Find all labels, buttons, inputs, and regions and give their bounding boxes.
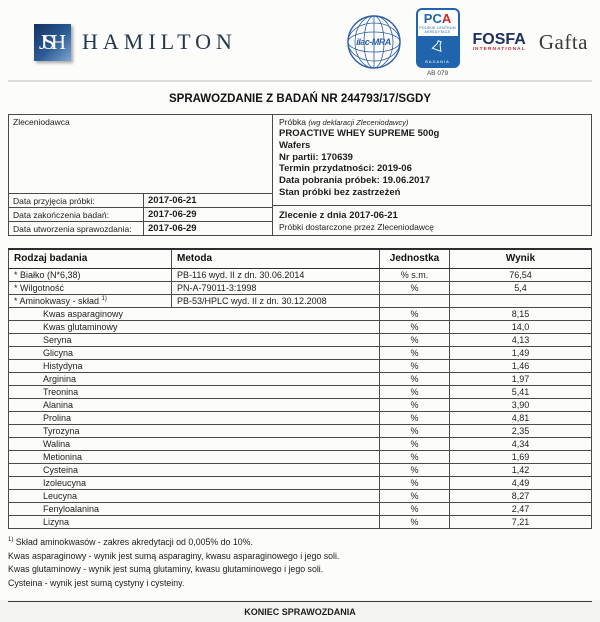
result-cell: 1,46 [450, 360, 592, 373]
col-header-jednostka: Jednostka [380, 249, 450, 269]
unit-cell: % [380, 308, 450, 321]
analysis-name [9, 308, 380, 321]
analysis-name-text: Alanina [43, 400, 74, 410]
sample-section [272, 114, 592, 236]
sample-line: Data pobrania próbek: 19.06.2017 [279, 175, 431, 187]
result-cell: 3,90 [450, 399, 592, 412]
table-row [9, 347, 592, 360]
unit-cell [380, 295, 450, 308]
unit-cell: % [380, 360, 450, 373]
analysis-name [9, 425, 380, 438]
table-row [9, 451, 592, 464]
pca-badge-box [416, 8, 460, 68]
sample-line: Stan próbki bez zastrzeżeń [279, 186, 401, 198]
unit-cell: % [380, 503, 450, 516]
sample-line: PROACTIVE WHEY SUPREME 500g [279, 128, 440, 139]
table-row [9, 308, 592, 321]
footnotes [8, 536, 592, 590]
analysis-name-text: Kwas asparaginowy [43, 309, 124, 319]
unit-cell: % [380, 386, 450, 399]
unit-cell: % [380, 373, 450, 386]
col-header-metoda: Metoda [172, 249, 380, 269]
unit-cell: % [380, 464, 450, 477]
analysis-name [9, 464, 380, 477]
result-cell: 2,47 [450, 503, 592, 516]
brand-name: HAMILTON [82, 29, 237, 54]
analysis-name-text: * Białko (N*6,38) [14, 270, 81, 280]
table-row [9, 373, 592, 386]
date-label: Data przyjęcia próbki: [9, 194, 144, 208]
result-cell: 2,35 [450, 425, 592, 438]
method-cell: PB-116 wyd. II z dn. 30.06.2014 [172, 269, 380, 282]
pca-label: PCA [418, 10, 458, 25]
sample-header [279, 117, 585, 127]
header-logo-band [8, 8, 592, 82]
result-cell: 8,15 [450, 308, 592, 321]
dates-table [8, 193, 273, 236]
analysis-name-text: Lizyna [43, 517, 70, 527]
analysis-name [9, 412, 380, 425]
hamilton-brand [34, 24, 237, 61]
result-cell: 5,4 [450, 282, 592, 295]
result-cell: 4,13 [450, 334, 592, 347]
result-cell: 1,49 [450, 347, 592, 360]
footnote-line [8, 563, 592, 577]
results-body [9, 269, 592, 529]
result-cell: 4,34 [450, 438, 592, 451]
analysis-name [9, 321, 380, 334]
table-row [9, 477, 592, 490]
table-row [9, 464, 592, 477]
end-of-report-label: KONIEC SPRAWOZDANIA [244, 607, 356, 618]
date-value: 2017-06-29 [144, 222, 273, 236]
table-row [9, 295, 592, 308]
analysis-name-text: Metionina [43, 452, 83, 462]
analysis-name [9, 269, 172, 282]
analysis-name-text: Izoleucyna [43, 478, 87, 488]
info-section [8, 114, 592, 236]
analysis-name-text: Treonina [43, 387, 79, 397]
pca-blue-panel [418, 36, 458, 66]
jsh-logo [34, 24, 71, 61]
analysis-name-text: * Wilgotność [14, 283, 65, 293]
analysis-name-text: Tyrozyna [43, 426, 80, 436]
unit-cell: % [380, 412, 450, 425]
analysis-name [9, 438, 380, 451]
result-cell: 4,81 [450, 412, 592, 425]
analysis-name [9, 503, 380, 516]
sample-lines [279, 128, 585, 199]
analysis-name-text: Cysteina [43, 465, 79, 475]
table-row [9, 334, 592, 347]
results-table [8, 248, 592, 529]
unit-cell: % [380, 334, 450, 347]
analysis-name [9, 373, 380, 386]
method-cell: PB-53/HPLC wyd. II z dn. 30.12.2008 [172, 295, 380, 308]
result-cell: 8,27 [450, 490, 592, 503]
analysis-name-text: * Aminokwasy - skład [14, 296, 102, 306]
order-line: Zlecenie z dnia 2017-06-21 [279, 210, 398, 221]
date-value: 2017-06-21 [144, 194, 273, 208]
analysis-name-text: Fenyloalanina [43, 504, 100, 514]
result-cell: 1,97 [450, 373, 592, 386]
col-header-rodzaj: Rodzaj badania [9, 249, 172, 269]
table-row [9, 386, 592, 399]
footnote-line [8, 536, 592, 550]
fosfa-sublabel: INTERNATIONAL [472, 47, 526, 52]
sample-label: Próbka [279, 117, 306, 127]
analysis-name [9, 347, 380, 360]
table-row [9, 438, 592, 451]
table-row [9, 360, 592, 373]
analysis-name-text: Arginina [43, 374, 77, 384]
client-section [8, 114, 273, 236]
fosfa-logo [473, 32, 526, 52]
analysis-name-text: Prolina [43, 413, 72, 423]
fosfa-label: FOSFA [472, 31, 526, 48]
analysis-name-text: Glicyna [43, 348, 74, 358]
analysis-name [9, 295, 172, 308]
unit-cell: % [380, 347, 450, 360]
footnote-text: Skład aminokwasów - zakres akredytacji od 0,005% do 10%. [13, 537, 253, 547]
ilac-mra-logo [345, 13, 403, 71]
footnote-line [8, 577, 592, 591]
analysis-name [9, 451, 380, 464]
unit-cell: % [380, 477, 450, 490]
table-row [9, 282, 592, 295]
pca-logo [416, 8, 460, 77]
sample-line: Nr partii: 170639 [279, 151, 353, 163]
analysis-name [9, 334, 380, 347]
result-cell: 1,42 [450, 464, 592, 477]
result-cell: 7,21 [450, 516, 592, 529]
sample-line: Wafers [279, 139, 311, 151]
date-label: Data utworzenia sprawozdania: [9, 222, 144, 236]
client-label: Zleceniodawca [13, 117, 70, 127]
unit-cell: % [380, 451, 450, 464]
jsh-logo-text: JSH [38, 29, 63, 54]
result-cell [450, 295, 592, 308]
certification-logos [345, 8, 588, 77]
report-title: SPRAWOZDANIE Z BADAŃ NR 244793/17/SGDY [168, 93, 431, 105]
table-row [9, 208, 273, 222]
sample-box [272, 114, 592, 206]
analysis-name [9, 399, 380, 412]
table-header-row [9, 249, 592, 269]
table-row [9, 194, 273, 208]
analysis-name [9, 360, 380, 373]
table-row [9, 490, 592, 503]
pca-accreditation-number: AB 079 [426, 69, 449, 77]
result-cell: 4,49 [450, 477, 592, 490]
analysis-name-text: Kwas glutaminowy [43, 322, 118, 332]
analysis-name-text: Leucyna [43, 491, 78, 501]
unit-cell: % [380, 438, 450, 451]
table-row [9, 222, 273, 236]
method-cell: PN-A-79011-3:1998 [172, 282, 380, 295]
table-row [9, 425, 592, 438]
analysis-name-text: Histydyna [43, 361, 83, 371]
sample-line: Termin przydatności: 2019-06 [279, 163, 412, 175]
analysis-name [9, 386, 380, 399]
delivery-line: Próbki dostarczone przez Zleceniodawcę [279, 222, 434, 232]
pca-sublabel: POLSKIE CENTRUM AKREDYTACJI [419, 25, 456, 34]
pca-badania-label: BADANIA [425, 58, 450, 64]
unit-cell: % [380, 282, 450, 295]
date-value: 2017-06-29 [144, 208, 273, 222]
analysis-name-text: Walina [43, 439, 71, 449]
sample-label-note: (wg deklaracji Zleceniodawcy) [308, 118, 409, 127]
gafta-logo: Gafta [538, 29, 588, 54]
unit-cell: % [380, 516, 450, 529]
table-row [9, 516, 592, 529]
order-box [272, 205, 592, 236]
footnote-marker: 1) [8, 537, 14, 544]
footnote-marker: 1) [101, 296, 107, 302]
unit-cell: % [380, 321, 450, 334]
table-row [9, 412, 592, 425]
ilac-mra-label: ilac-MRA [356, 37, 391, 47]
col-header-wynik: Wynik [450, 249, 592, 269]
analysis-name [9, 282, 172, 295]
unit-cell: % [380, 399, 450, 412]
table-row [9, 321, 592, 334]
client-box [8, 114, 273, 194]
flask-icon [431, 39, 445, 53]
unit-cell: % s.m. [380, 269, 450, 282]
date-label: Data zakończenia badań: [9, 208, 144, 222]
result-cell: 5,41 [450, 386, 592, 399]
analysis-name [9, 490, 380, 503]
footnote-text: Kwas asparaginowy - wynik jest sumą asparaginy, kwasu asparaginowego i jego soli. [8, 550, 340, 561]
unit-cell: % [380, 425, 450, 438]
analysis-name [9, 477, 380, 490]
unit-cell: % [380, 490, 450, 503]
result-cell: 1,69 [450, 451, 592, 464]
footnote-text: Cysteina - wynik jest sumą cystyny i cysteiny. [8, 577, 185, 588]
footnote-text: Kwas glutaminowy - wynik jest sumą glutaminy, kwasu glutaminowego i jego soli. [8, 564, 324, 575]
analysis-name-text: Seryna [43, 335, 72, 345]
result-cell: 76,54 [450, 269, 592, 282]
analysis-name [9, 516, 380, 529]
result-cell: 14,0 [450, 321, 592, 334]
table-row [9, 399, 592, 412]
footnote-line [8, 550, 592, 564]
table-row [9, 503, 592, 516]
table-row [9, 269, 592, 282]
